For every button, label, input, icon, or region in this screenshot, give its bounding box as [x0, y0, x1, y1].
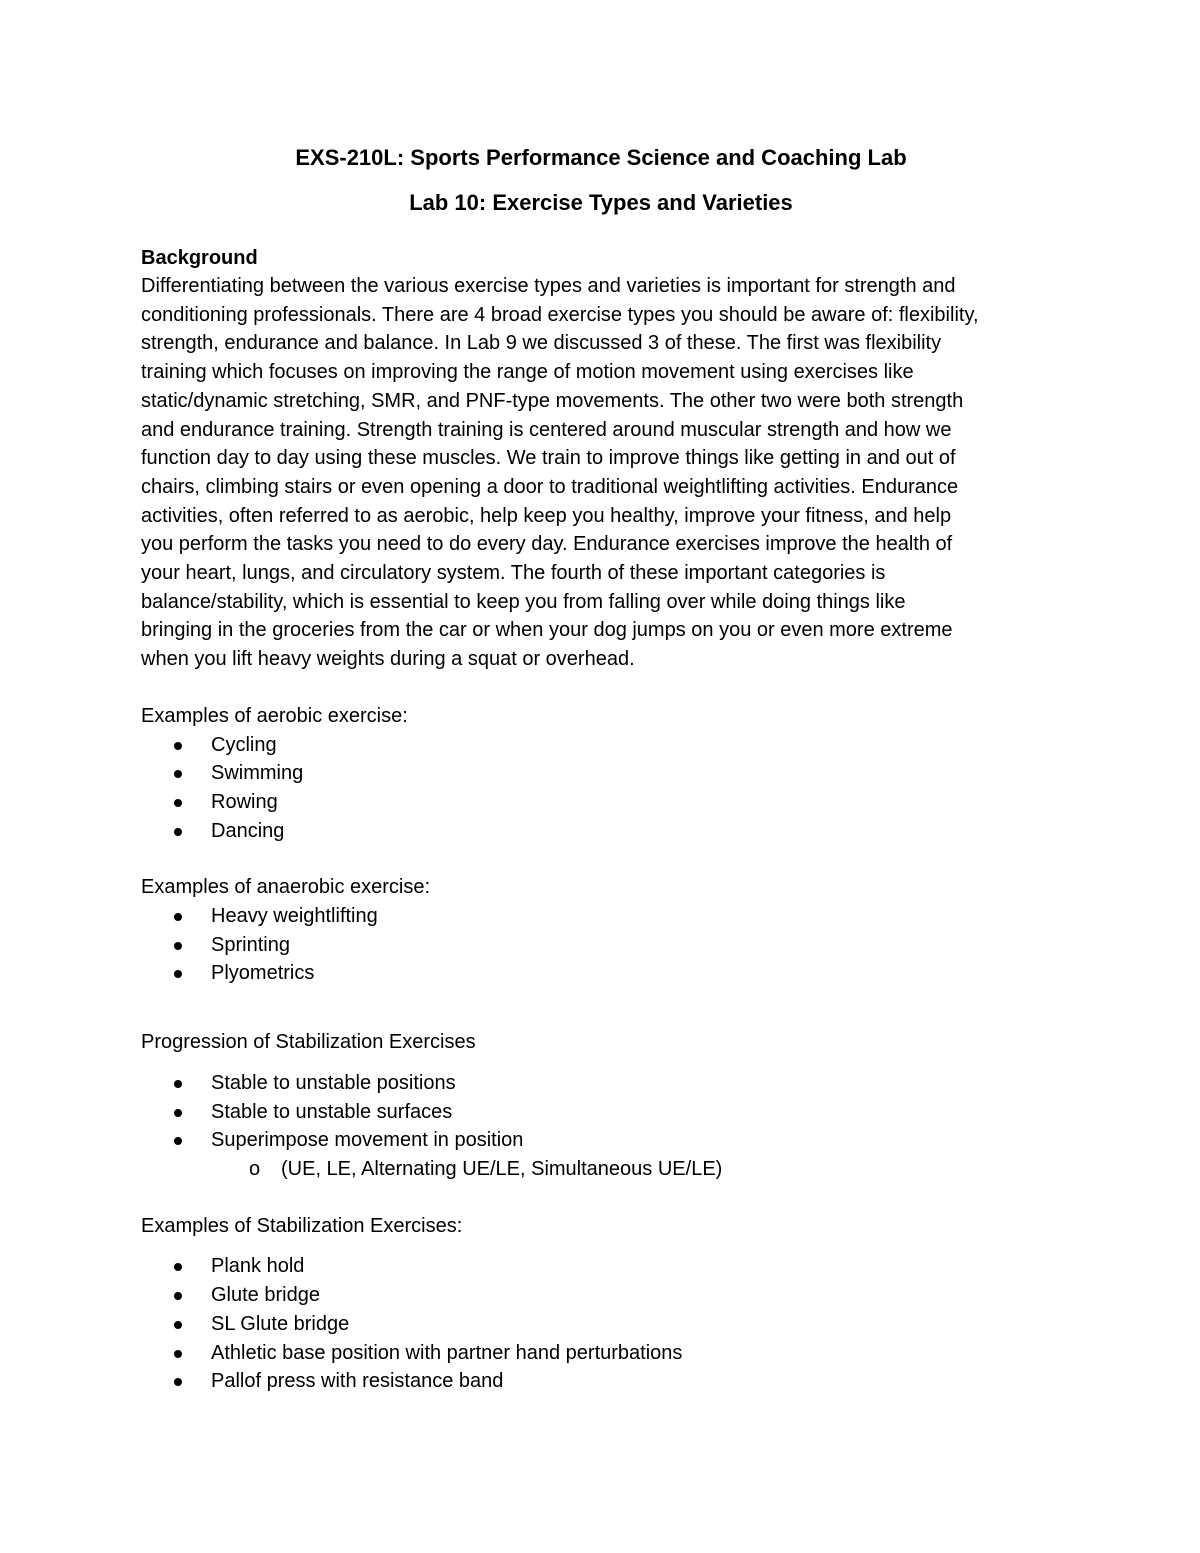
- paragraph-line: static/dynamic stretching, SMR, and PNF-type movements. The other two were both strength: [141, 389, 964, 412]
- sub-list-item-text: (UE, LE, Alternating UE/LE, Simultaneous UE/LE): [281, 1157, 723, 1180]
- list-item-text: Plyometrics: [211, 962, 315, 985]
- bullet-icon: [174, 970, 182, 978]
- list-item-text: Stable to unstable surfaces: [211, 1100, 453, 1123]
- stabilization-list: [141, 1252, 1061, 1396]
- bullet-icon: [174, 1292, 182, 1300]
- list-item: [141, 1310, 1061, 1339]
- paragraph-line: function day to day using these muscles. We train to improve things like getting in and out of: [141, 447, 956, 470]
- lab-title: Lab 10: Exercise Types and Varieties: [409, 190, 793, 215]
- bullet-icon: [174, 828, 182, 836]
- paragraph-line: training which focuses on improving the range of motion movement using exercises like: [141, 361, 914, 384]
- paragraph-line: balance/stability, which is essential to keep you from falling over while doing things like: [141, 590, 906, 613]
- bullet-icon: [174, 1137, 182, 1145]
- list-item: [141, 1098, 1061, 1127]
- sub-list-item: [141, 1155, 1061, 1184]
- paragraph-line: bringing in the groceries from the car or when your dog jumps on you or even more extreme: [141, 619, 953, 642]
- list-item: [141, 788, 1061, 817]
- list-item: [141, 817, 1061, 846]
- list-item-text: Glute bridge: [211, 1284, 320, 1307]
- list-item: [141, 959, 1061, 988]
- bullet-icon: [174, 770, 182, 778]
- bullet-icon: [174, 1109, 182, 1117]
- bullet-icon: [174, 942, 182, 950]
- course-title: EXS-210L: Sports Performance Science and Coaching Lab: [295, 145, 907, 170]
- bullet-icon: [174, 913, 182, 921]
- bullet-icon: [174, 1080, 182, 1088]
- list-item: [141, 1126, 1061, 1155]
- bullet-icon: [174, 742, 182, 750]
- paragraph-line: conditioning professionals. There are 4 broad exercise types you should be aware of: flexibility,: [141, 303, 979, 326]
- paragraph-line: and endurance training. Strength training is centered around muscular strength and how we: [141, 418, 952, 441]
- progression-list-label: Progression of Stabilization Exercises: [141, 1031, 476, 1054]
- list-item-text: Rowing: [211, 790, 278, 813]
- list-item-text: Dancing: [211, 819, 285, 842]
- aerobic-list-label: Examples of aerobic exercise:: [141, 704, 408, 727]
- paragraph-line: Differentiating between the various exercise types and varieties is important for strength and: [141, 275, 956, 297]
- list-item-text: Superimpose movement in position: [211, 1129, 524, 1152]
- list-item-text: Plank hold: [211, 1255, 305, 1278]
- list-item-text: Cycling: [211, 733, 277, 756]
- list-item: [141, 902, 1061, 931]
- list-item-text: SL Glute bridge: [211, 1312, 350, 1335]
- list-item: [141, 1281, 1061, 1310]
- list-item: [141, 931, 1061, 960]
- list-item: [141, 1069, 1061, 1098]
- document-body: [141, 143, 1061, 1396]
- bullet-icon: [174, 1263, 182, 1271]
- list-item-text: Athletic base position with partner hand perturbations: [211, 1341, 683, 1364]
- paragraph-line: your heart, lungs, and circulatory system. The fourth of these important categories is: [141, 562, 886, 585]
- paragraph-line: when you lift heavy weights during a squat or overhead.: [141, 648, 635, 671]
- progression-list: [141, 1069, 1061, 1155]
- circle-bullet-icon: o: [249, 1157, 261, 1180]
- list-item: [141, 731, 1061, 760]
- anaerobic-list-label: Examples of anaerobic exercise:: [141, 876, 431, 899]
- list-item-text: Stable to unstable positions: [211, 1071, 456, 1094]
- bullet-icon: [174, 1350, 182, 1358]
- anaerobic-list: [141, 902, 1061, 988]
- list-item-text: Pallof press with resistance band: [211, 1370, 504, 1393]
- list-item: [141, 1339, 1061, 1368]
- paragraph-line: chairs, climbing stairs or even opening a door to traditional weightlifting activities. Endurance: [141, 475, 959, 498]
- bullet-icon: [174, 1321, 182, 1329]
- background-paragraph: [141, 272, 1061, 674]
- list-item: [141, 759, 1061, 788]
- paragraph-line: you perform the tasks you need to do every day. Endurance exercises improve the health of: [141, 533, 953, 556]
- list-item-text: Swimming: [211, 762, 304, 785]
- list-item-text: Heavy weightlifting: [211, 905, 378, 928]
- paragraph-line: activities, often referred to as aerobic, help keep you healthy, improve your fitness, and help: [141, 504, 952, 527]
- list-item-text: Sprinting: [211, 933, 290, 956]
- progression-sublist: [141, 1155, 1061, 1184]
- background-heading: Background: [141, 247, 258, 269]
- aerobic-list: [141, 731, 1061, 846]
- bullet-icon: [174, 799, 182, 807]
- paragraph-line: strength, endurance and balance. In Lab 9 we discussed 3 of these. The first was flexibility: [141, 332, 942, 355]
- list-item: [141, 1367, 1061, 1396]
- list-item: [141, 1252, 1061, 1281]
- bullet-icon: [174, 1378, 182, 1386]
- stabilization-list-label: Examples of Stabilization Exercises:: [141, 1214, 463, 1237]
